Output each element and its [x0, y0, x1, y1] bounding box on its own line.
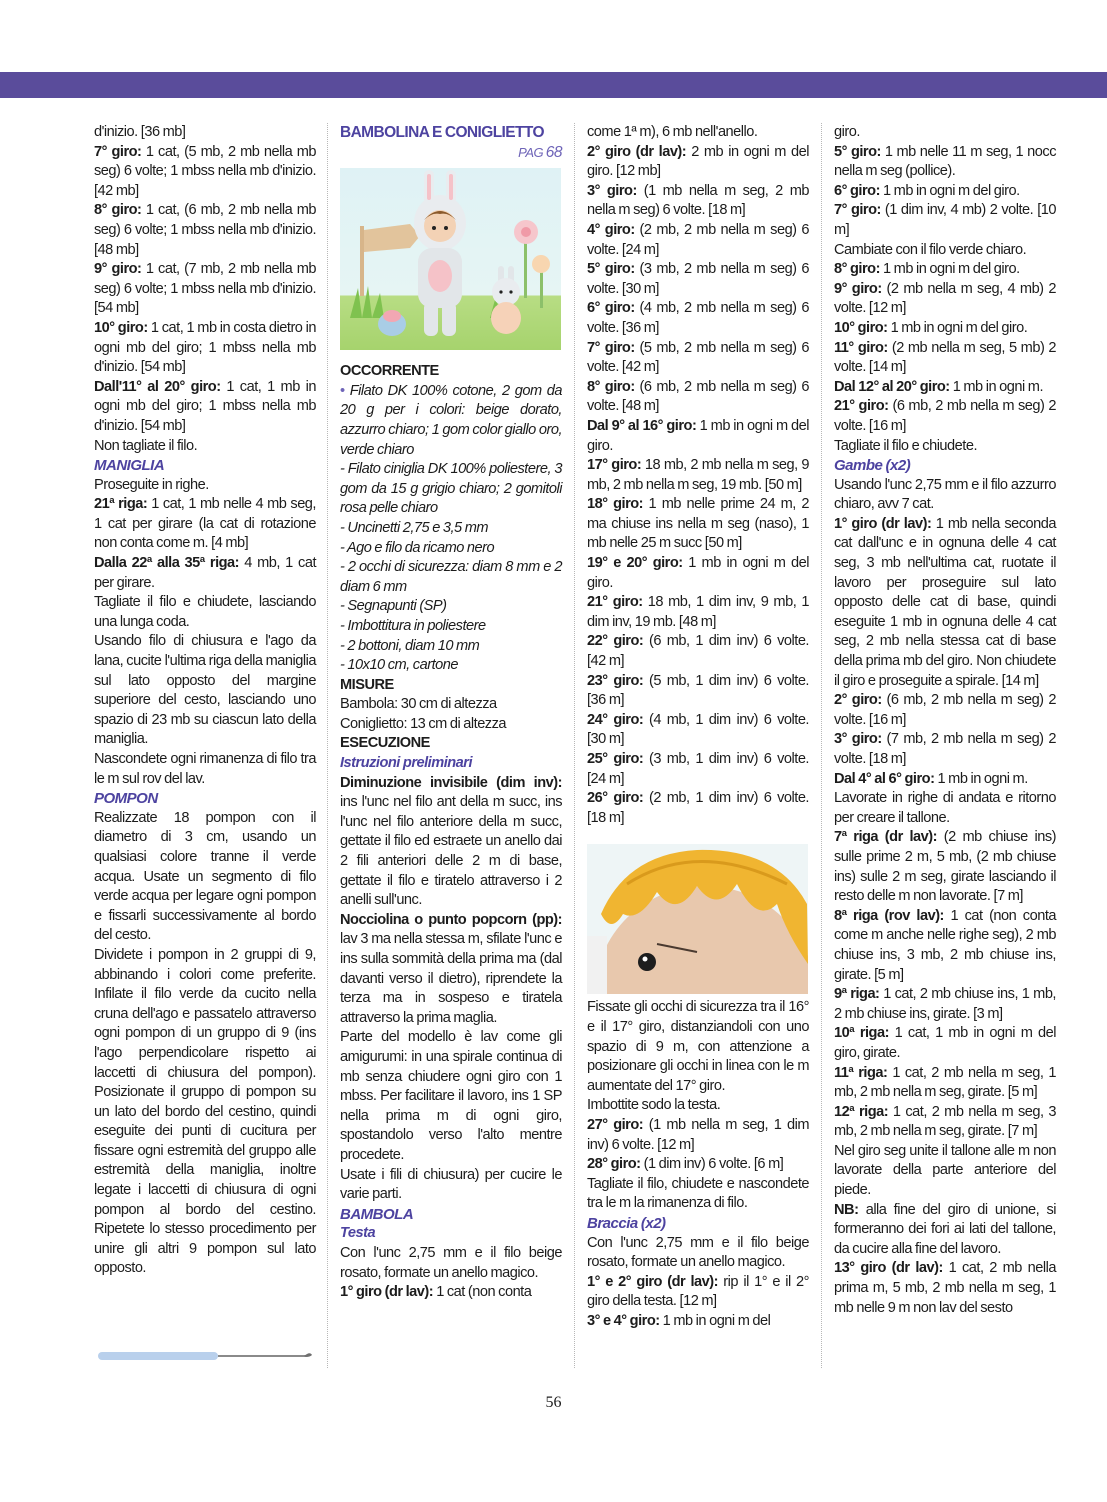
- instruction-text: giro.: [834, 124, 860, 140]
- instruction-text: rip il 1° e il 2° giro della testa. [12 m]: [587, 1273, 809, 1310]
- instruction-paragraph: [340, 1244, 562, 1283]
- instruction-text: (2 mb chiuse ins) sulle prime 2 m, 5 mb, (2 mb chiuse ins) sulle 2 m seg, girate lasciando il resto delle m non lavorate. [7 m]: [834, 829, 1056, 905]
- instruction-text: 1 mb in ogni m del giro.: [887, 319, 1028, 336]
- page-reference-label: PAG: [518, 144, 544, 160]
- instruction-text: (1 mb nella m seg, 2 mb nella m seg) 6 volte. [18 m]: [587, 182, 809, 219]
- instruction-paragraph: [834, 770, 1056, 790]
- instruction-text: Tagliate il filo, chiudete e nascondete tra le m la rimanenza di filo.: [587, 1175, 809, 1212]
- instruction-paragraph: [94, 476, 316, 496]
- instruction-text: (1 dim inv, 4 mb) 2 volte. [10 m]: [834, 202, 1056, 238]
- instruction-label: 10ª riga:: [834, 1025, 889, 1042]
- instruction-text: (6 mb, 1 dim inv) 6 volte. [42 m]: [587, 633, 809, 670]
- section-heading: MANIGLIA: [94, 457, 165, 475]
- instruction-label: 8° giro:: [94, 202, 142, 219]
- instruction-text: Bambola: 30 cm di altezza: [340, 696, 497, 713]
- instruction-label: 2° giro (dr lav):: [587, 143, 687, 160]
- instruction-text: (2 mb nella m seg, 4 mb) 2 volte. [12 m]: [834, 280, 1056, 317]
- instruction-label: 22° giro:: [587, 633, 644, 650]
- instruction-label: 11ª riga:: [834, 1064, 888, 1081]
- instruction-paragraph: [834, 437, 1056, 457]
- instruction-paragraph: [587, 711, 809, 750]
- instruction-text: Con l'unc 2,75 mm e il filo beige rosato, formate un anello magico.: [587, 1234, 809, 1271]
- instruction-text: 1 cat, 2 mb chiuse ins, 1 mb, 2 mb chiuse ins, girate. [3 m]: [834, 986, 1056, 1022]
- materials-list-item: [340, 617, 562, 637]
- instruction-paragraph: [587, 750, 809, 789]
- instruction-paragraph: [587, 789, 809, 828]
- instruction-paragraph: [94, 593, 316, 632]
- instruction-text: Nascondete ogni rimanenza di filo tra le m sul rov del lav.: [94, 751, 316, 787]
- page-number: 56: [545, 1394, 562, 1411]
- instruction-paragraph: [94, 437, 316, 457]
- instruction-paragraph: [340, 1283, 562, 1303]
- instruction-text: (3 mb, 2 mb nella m seg) 6 volte. [30 m]: [587, 261, 809, 297]
- block-heading: MISURE: [340, 676, 394, 693]
- page-reference-number: 68: [545, 143, 562, 161]
- instruction-label: 12ª riga:: [834, 1103, 889, 1120]
- instruction-paragraph: [834, 515, 1056, 691]
- instruction-paragraph: [834, 182, 1056, 202]
- materials-list-text: - Imbottitura in poliestere: [340, 617, 486, 634]
- instruction-paragraph: [94, 495, 316, 554]
- instruction-text: Realizzate 18 pompon con il diametro di 3 cm, usando un qualsiasi colore tranne il verde acqua. Usate un segmento di filo verde acqua per legare ogni pompon e fissarli successivamente al bordo del cesto.: [94, 809, 316, 944]
- materials-list-text: - 2 bottoni, diam 10 mm: [340, 637, 480, 654]
- instruction-paragraph: [587, 378, 809, 417]
- instruction-label: 25° giro:: [587, 751, 644, 767]
- doll-head-photo: [587, 844, 808, 994]
- instruction-label: 6° giro:: [587, 300, 635, 317]
- instruction-paragraph: [94, 632, 316, 750]
- instruction-paragraph: [587, 1175, 809, 1214]
- instruction-paragraph: [587, 143, 809, 182]
- instruction-paragraph: [834, 260, 1056, 280]
- column-3-text-top: [587, 123, 809, 828]
- instruction-label: 8° giro:: [587, 378, 635, 395]
- column-3: [587, 123, 809, 1331]
- instruction-paragraph: [94, 319, 316, 378]
- instruction-label: 7° giro:: [94, 143, 142, 160]
- column-divider: [821, 123, 822, 1368]
- instruction-label: 1° giro (dr lav):: [834, 515, 932, 532]
- instruction-label: 9° giro:: [834, 280, 882, 297]
- instruction-label: 10° giro:: [834, 319, 888, 336]
- instruction-paragraph: [587, 1116, 809, 1155]
- column-1: [94, 123, 316, 1279]
- instruction-paragraph: [94, 750, 316, 789]
- instruction-text: 1 mb in ogni m del giro.: [879, 182, 1020, 199]
- instruction-paragraph: [834, 280, 1056, 319]
- instruction-text: 1 cat, 1 mb in ogni mb del giro; 1 mbss nella mb d'inizio. [54 mb]: [94, 378, 316, 434]
- instruction-text: Usando l'unc 2,75 mm e il filo azzurro chiaro, avv 7 cat.: [834, 476, 1056, 513]
- instruction-paragraph: [587, 672, 809, 711]
- materials-list-item: [340, 637, 562, 657]
- instruction-label: 26° giro:: [587, 790, 644, 807]
- instruction-paragraph: [587, 593, 809, 632]
- subsection-heading: Istruzioni preliminari: [340, 755, 473, 772]
- instruction-paragraph: [587, 123, 809, 143]
- instruction-paragraph: [340, 695, 562, 715]
- instruction-text: alla fine del giro di unione, si formeranno dei fori ai lati del tallone, da cucire alla fine del lavoro.: [834, 1201, 1056, 1257]
- instruction-paragraph: [587, 299, 809, 338]
- instruction-paragraph: [94, 123, 316, 143]
- instruction-label: 8° giro:: [834, 261, 880, 278]
- instruction-label: 18° giro:: [587, 496, 644, 513]
- instruction-label: 1° e 2° giro (dr lav):: [587, 1273, 719, 1290]
- instruction-paragraph: [94, 201, 316, 260]
- instruction-label: 24° giro:: [587, 711, 644, 728]
- subsection-heading: Testa: [340, 1225, 376, 1242]
- instruction-text: (7 mb, 2 mb nella m seg) 2 volte. [18 m]: [834, 731, 1056, 767]
- instruction-label: 21° giro:: [587, 594, 643, 611]
- section-heading: Braccia (x2): [587, 1214, 666, 1232]
- instruction-text: Nel giro seg unite il tallone alle m non lavorate della parte anteriore del piede.: [834, 1142, 1056, 1199]
- instruction-label: 4° giro:: [587, 221, 635, 238]
- instruction-label: Diminuzione invisibile (dim inv):: [340, 774, 562, 791]
- instruction-paragraph: [834, 378, 1056, 398]
- block-heading: OCCORRENTE: [340, 363, 439, 380]
- instruction-text: Cambiate con il filo verde chiaro.: [834, 241, 1027, 258]
- instruction-paragraph: [340, 1166, 562, 1205]
- instruction-label: NB:: [834, 1201, 859, 1218]
- instruction-label: 9ª riga:: [834, 986, 880, 1003]
- instruction-text: Imbottite sodo la testa.: [587, 1097, 721, 1114]
- instruction-label: 2° giro:: [834, 692, 882, 709]
- instruction-paragraph: [587, 456, 809, 495]
- materials-list-text: - Segnapunti (SP): [340, 598, 447, 615]
- instruction-paragraph: [94, 554, 316, 593]
- materials-list-item: [340, 519, 562, 539]
- instruction-paragraph: [587, 998, 809, 1096]
- instruction-label: 11° giro:: [834, 339, 888, 356]
- instruction-text: (6 mb, 2 mb nella m seg) 2 volte. [16 m]: [834, 692, 1056, 728]
- instruction-label: Dal 9° al 16° giro:: [587, 417, 697, 434]
- instruction-paragraph: [94, 143, 316, 202]
- instruction-paragraph: [834, 339, 1056, 378]
- instruction-paragraph: [587, 1234, 809, 1273]
- instruction-paragraph: [587, 260, 809, 299]
- materials-list-item: [340, 539, 562, 559]
- instruction-paragraph: [834, 1024, 1056, 1063]
- section-heading: POMPON: [94, 790, 158, 808]
- column-2: [340, 123, 562, 1303]
- instruction-text: Tagliate il filo e chiudete, lasciando una lunga coda.: [94, 594, 316, 630]
- materials-list-text: - Filato ciniglia DK 100% poliestere, 3 gom da 15 g grigio chiaro; 2 gomitoli rosa pelle chiaro: [340, 461, 562, 517]
- instruction-text: Usando filo di chiusura e l'ago da lana, cucite l'ultima riga della maniglia sul lato opposto del margine superiore del cesto, lasciando uno spazio di 23 mb su ciascun lato della maniglia.: [94, 633, 316, 748]
- instruction-paragraph: [587, 495, 809, 554]
- instruction-text: (6 mb, 2 mb nella m seg) 2 volte. [16 m]: [834, 398, 1056, 434]
- instruction-label: Dall'11° al 20° giro:: [94, 378, 221, 395]
- instruction-paragraph: [834, 476, 1056, 515]
- instruction-text: 18 mb, 2 mb nella m seg, 9 mb, 2 mb nella m seg, 19 mb. [50 m]: [587, 457, 810, 493]
- instruction-paragraph: [340, 774, 562, 911]
- instruction-label: 28° giro:: [587, 1156, 641, 1173]
- instruction-label: 17° giro:: [587, 457, 642, 474]
- instruction-text: 1 mb in ogni m del giro.: [587, 417, 809, 454]
- instruction-label: Dal 12° al 20° giro:: [834, 378, 950, 395]
- instruction-paragraph: [834, 730, 1056, 769]
- instruction-paragraph: [587, 417, 809, 456]
- instruction-paragraph: [834, 907, 1056, 985]
- instruction-label: 21° giro:: [834, 398, 889, 415]
- instruction-text: 1 mb nella seconda cat dall'unc e in ognuna delle 4 cat seg, 3 mb nell'ultima cat, ruotate il lavoro per proseguire sul lato opposto delle cat di base, quindi eseguite 1 mb in ognuna delle 4 cat seg, 2 mb nella stessa cat di base della prima mb del giro. Non chiudete il giro e proseguite a spirale. [14 m]: [834, 515, 1056, 689]
- instruction-text: (1 dim inv) 6 volte. [6 m]: [640, 1156, 784, 1173]
- instruction-label: 19° e 20° giro:: [587, 555, 683, 572]
- instruction-paragraph: [587, 554, 809, 593]
- instruction-paragraph: [587, 632, 809, 671]
- instruction-text: Parte del modello è lav come gli amigurumi: in una spirale continua di mb senza chiudere ogni giro con 1 mbss. Per facilitare il lavoro, ins 1 SP nella prima m di ogni giro, spostandolo verso l'alto mentre procedete.: [340, 1029, 562, 1163]
- instruction-text: Coniglietto: 13 cm di altezza: [340, 715, 507, 732]
- section-heading: Gambe (x2): [834, 457, 911, 475]
- instruction-label: 13° giro (dr lav):: [834, 1260, 943, 1277]
- header-accent-bar: [0, 72, 1107, 98]
- column-3-text-bottom: [587, 998, 809, 1331]
- block-heading: ESECUZIONE: [340, 735, 430, 752]
- instruction-text: (5 mb, 2 mb nella m seg) 6 volte. [42 m]: [587, 339, 809, 376]
- materials-list-text: - 10x10 cm, cartone: [340, 657, 458, 674]
- column-divider: [327, 123, 328, 1368]
- instruction-paragraph: [587, 1273, 809, 1312]
- instruction-label: 8ª riga (rov lav):: [834, 907, 944, 924]
- instruction-paragraph: [834, 1259, 1056, 1318]
- instruction-paragraph: [94, 378, 316, 437]
- column-2-text: [340, 362, 562, 1303]
- doll-and-bunny-photo: [340, 168, 561, 350]
- instruction-text: (4 mb, 2 mb nella m seg) 6 volte. [36 m]: [587, 300, 809, 336]
- materials-list-item: [340, 558, 562, 597]
- instruction-paragraph: [834, 1103, 1056, 1142]
- instruction-text: 1 cat, (5 mb, 2 mb nella mb seg) 6 volte; 1 mbss nella mb d'inizio. [42 mb]: [94, 143, 316, 199]
- instruction-paragraph: [587, 182, 809, 221]
- instruction-text: Lavorate in righe di andata e ritorno per creare il tallone.: [834, 790, 1056, 826]
- materials-list-item: [340, 382, 562, 460]
- instruction-text: 1 mb in ogni m del: [659, 1312, 771, 1329]
- instruction-paragraph: [834, 123, 1056, 143]
- materials-list-text: - Uncinetti 2,75 e 3,5 mm: [340, 519, 489, 536]
- column-divider: [574, 123, 575, 1368]
- instruction-label: 21ª riga:: [94, 496, 148, 513]
- instruction-text: 4 mb, 1 cat per girare.: [94, 555, 316, 591]
- instruction-text: (4 mb, 1 dim inv) 6 volte. [30 m]: [587, 711, 809, 748]
- instruction-label: 5° giro:: [834, 143, 881, 160]
- instruction-label: Dalla 22ª alla 35ª riga:: [94, 555, 240, 572]
- instruction-label: 1° giro (dr lav):: [340, 1284, 434, 1301]
- instruction-paragraph: [94, 260, 316, 319]
- instruction-paragraph: [94, 946, 316, 1279]
- page-reference: [340, 143, 562, 163]
- materials-list-item: [340, 460, 562, 519]
- instruction-paragraph: [834, 397, 1056, 436]
- instruction-paragraph: [587, 1155, 809, 1175]
- instruction-text: (6 mb, 2 mb nella m seg) 6 volte. [48 m]: [587, 378, 809, 415]
- instruction-paragraph: [587, 221, 809, 260]
- instruction-text: Non tagliate il filo.: [94, 437, 198, 454]
- instruction-label: 23° giro:: [587, 672, 644, 689]
- instruction-label: Dal 4° al 6° giro:: [834, 770, 935, 787]
- instruction-text: 1 cat, 2 mb nella m seg, 1 mb, 2 mb nella m seg, girate. [5 m]: [834, 1064, 1057, 1101]
- instruction-text: (2 mb nella m seg, 5 mb) 2 volte. [14 m]: [834, 339, 1056, 376]
- instruction-text: 1 mb nelle prime 24 m, 2 ma chiuse ins nella m seg (naso), 1 mb nelle 25 m succ [50 m]: [587, 496, 809, 552]
- instruction-text: 1 cat (non conta come m anche nelle righe seg), 2 mb chiuse ins, 3 mb, 2 mb chiuse ins, girate. [5 m]: [834, 907, 1056, 983]
- instruction-label: 27° giro:: [587, 1116, 644, 1133]
- materials-list-text: Filato DK 100% cotone, 2 gom da 20 g per i colori: beige dorato, azzurro chiaro; 1 gom color giallo oro, verde chiaro: [340, 382, 562, 458]
- instruction-text: 1 mb nelle 11 m seg, 1 nocc nella m seg (pollice).: [834, 143, 1056, 180]
- instruction-paragraph: [834, 319, 1056, 339]
- instruction-text: 1 mb in ogni m.: [934, 770, 1028, 787]
- instruction-paragraph: [834, 1064, 1056, 1103]
- instruction-text: Usate i fili di chiusura) per cucire le varie parti.: [340, 1166, 562, 1203]
- instruction-label: 3° giro:: [587, 182, 637, 199]
- section-heading: BAMBOLA: [340, 1205, 414, 1223]
- instruction-text: 2 mb in ogni m del giro. [12 mb]: [587, 143, 809, 180]
- materials-list-text: - 2 occhi di sicurezza: diam 8 mm e 2 diam 6 mm: [340, 559, 562, 595]
- instruction-text: 1 cat, (6 mb, 2 mb nella mb seg) 6 volte; 1 mbss nella mb d'inizio. [48 mb]: [94, 202, 316, 258]
- instruction-text: 1 cat, 1 mb in costa dietro in ogni mb del giro; 1 mbss nella mb d'inizio. [54 mb]: [94, 319, 316, 376]
- instruction-paragraph: [834, 789, 1056, 828]
- instruction-text: 1 mb in ogni m del giro.: [879, 261, 1020, 278]
- materials-list-item: [340, 597, 562, 617]
- instruction-text: d'inizio. [36 mb]: [94, 124, 186, 140]
- instruction-label: 10° giro:: [94, 319, 148, 336]
- instruction-paragraph: [834, 201, 1056, 240]
- instruction-text: 1 cat, 1 mb in ogni m del giro, girate.: [834, 1025, 1056, 1061]
- column-4: [834, 123, 1056, 1318]
- instruction-text: lav 3 ma nella stessa m, sfilate l'unc e ins sulla sommità della prima ma (dal davanti verso il dietro), riprendete la terza ma in sospeso e tiratela attraverso la prima maglia.: [340, 931, 562, 1026]
- materials-list-item: [340, 656, 562, 676]
- instruction-text: 1 cat, 2 mb nella prima m, 5 mb, 2 mb nella m seg, 1 mb nelle 9 m non lav del sesto: [834, 1260, 1056, 1316]
- instruction-label: Nocciolina o punto popcorn (pp):: [340, 911, 562, 928]
- instruction-text: Dividete i pompon in 2 gruppi di 9, abbinando i colori come preferite. Infilate il filo verde da cucito nella cruna dell'ago e passatelo attraverso ogni pompon di un gruppo di 9 (ins l'ago perpendicolare rispetto ai laccetti di chiusura del pompon). Posizionate il gruppo di pompon su un lato del bordo del cestino, quindi eseguite dei punti di cucitura per fissare ogni estremità del gruppo alle estremità della maniglia, inoltre legate i laccetti di chiusura di ogni pompon al bordo del cestino. Ripetete lo stesso procedimento per unire gli altri 9 pompon sul lato opposto.: [94, 946, 316, 1277]
- instruction-label: 7ª riga (dr lav):: [834, 829, 938, 846]
- instruction-text: 1 cat, 2 mb nella m seg, 3 mb, 2 mb nella m seg, girate. [7 m]: [834, 1103, 1056, 1140]
- instruction-text: 1 cat (non conta: [433, 1284, 532, 1301]
- instruction-paragraph: [587, 339, 809, 378]
- instruction-text: (3 mb, 1 dim inv) 6 volte. [24 m]: [587, 751, 809, 787]
- pattern-title: BAMBOLINA E CONIGLIETTO: [340, 124, 544, 141]
- instruction-paragraph: [587, 1096, 809, 1116]
- instruction-paragraph: [834, 143, 1056, 182]
- instruction-label: 7° giro:: [587, 339, 635, 356]
- instruction-label: 9° giro:: [94, 261, 142, 278]
- bullet-icon: •: [340, 382, 345, 399]
- instruction-text: 1 cat, (7 mb, 2 mb nella mb seg) 6 volte; 1 mbss nella mb d'inizio. [54 mb]: [94, 261, 316, 317]
- instruction-text: 1 mb in ogni m.: [949, 378, 1043, 395]
- instruction-label: 5° giro:: [587, 261, 635, 278]
- instruction-text: (5 mb, 1 dim inv) 6 volte. [36 m]: [587, 672, 809, 709]
- instruction-paragraph: [834, 1201, 1056, 1260]
- instruction-paragraph: [834, 1142, 1056, 1201]
- instruction-text: Fissate gli occhi di sicurezza tra il 16° e il 17° giro, distanziandoli con uno spazio di 9 m, con attenzione a posizionare gli occhi in linea con le m aumentate del 17° giro.: [587, 999, 809, 1094]
- instruction-label: 3° giro:: [834, 731, 882, 748]
- instruction-text: ins l'unc nel filo ant della m succ, ins l'unc nel filo anteriore della m succ, gettate il filo ed estraete un anello dai 2 fili anteriori delle 2 m di base, gettate il filo e tiratelo attraverso i 2 anelli sull'unc.: [340, 794, 562, 909]
- instruction-label: 7° giro:: [834, 202, 881, 219]
- instruction-text: 1 cat, 1 mb nelle 4 mb seg, 1 cat per girare (la cat di rotazione non conta come m. [4 mb]: [94, 496, 316, 552]
- instruction-text: (2 mb, 1 dim inv) 6 volte. [18 m]: [587, 790, 809, 826]
- instruction-text: (1 mb nella m seg, 1 dim inv) 6 volte. [12 m]: [587, 1116, 809, 1153]
- instruction-paragraph: [834, 828, 1056, 906]
- instruction-paragraph: [340, 911, 562, 1029]
- instruction-text: 1 mb in ogni m del giro.: [587, 555, 809, 591]
- instruction-label: 6° giro:: [834, 182, 880, 199]
- instruction-text: come 1ª m), 6 mb nell'anello.: [587, 124, 758, 140]
- instruction-paragraph: [834, 985, 1056, 1024]
- materials-list-text: - Ago e filo da ricamo nero: [340, 539, 495, 556]
- instruction-paragraph: [834, 691, 1056, 730]
- instruction-paragraph: [834, 241, 1056, 261]
- instruction-paragraph: [94, 809, 316, 946]
- instruction-text: Tagliate il filo e chiudete.: [834, 437, 978, 454]
- crochet-hook-icon: [96, 1349, 316, 1363]
- instruction-paragraph: [340, 715, 562, 735]
- instruction-label: 3° e 4° giro:: [587, 1312, 660, 1329]
- instruction-paragraph: [340, 1028, 562, 1165]
- instruction-text: 18 mb, 1 dim inv, 9 mb, 1 dim inv, 19 mb. [48 m]: [587, 594, 809, 630]
- instruction-text: Con l'unc 2,75 mm e il filo beige rosato, formate un anello magico.: [340, 1244, 562, 1281]
- instruction-paragraph: [587, 1312, 809, 1332]
- instruction-text: Proseguite in righe.: [94, 476, 209, 493]
- instruction-text: (2 mb, 2 mb nella m seg) 6 volte. [24 m]: [587, 221, 809, 258]
